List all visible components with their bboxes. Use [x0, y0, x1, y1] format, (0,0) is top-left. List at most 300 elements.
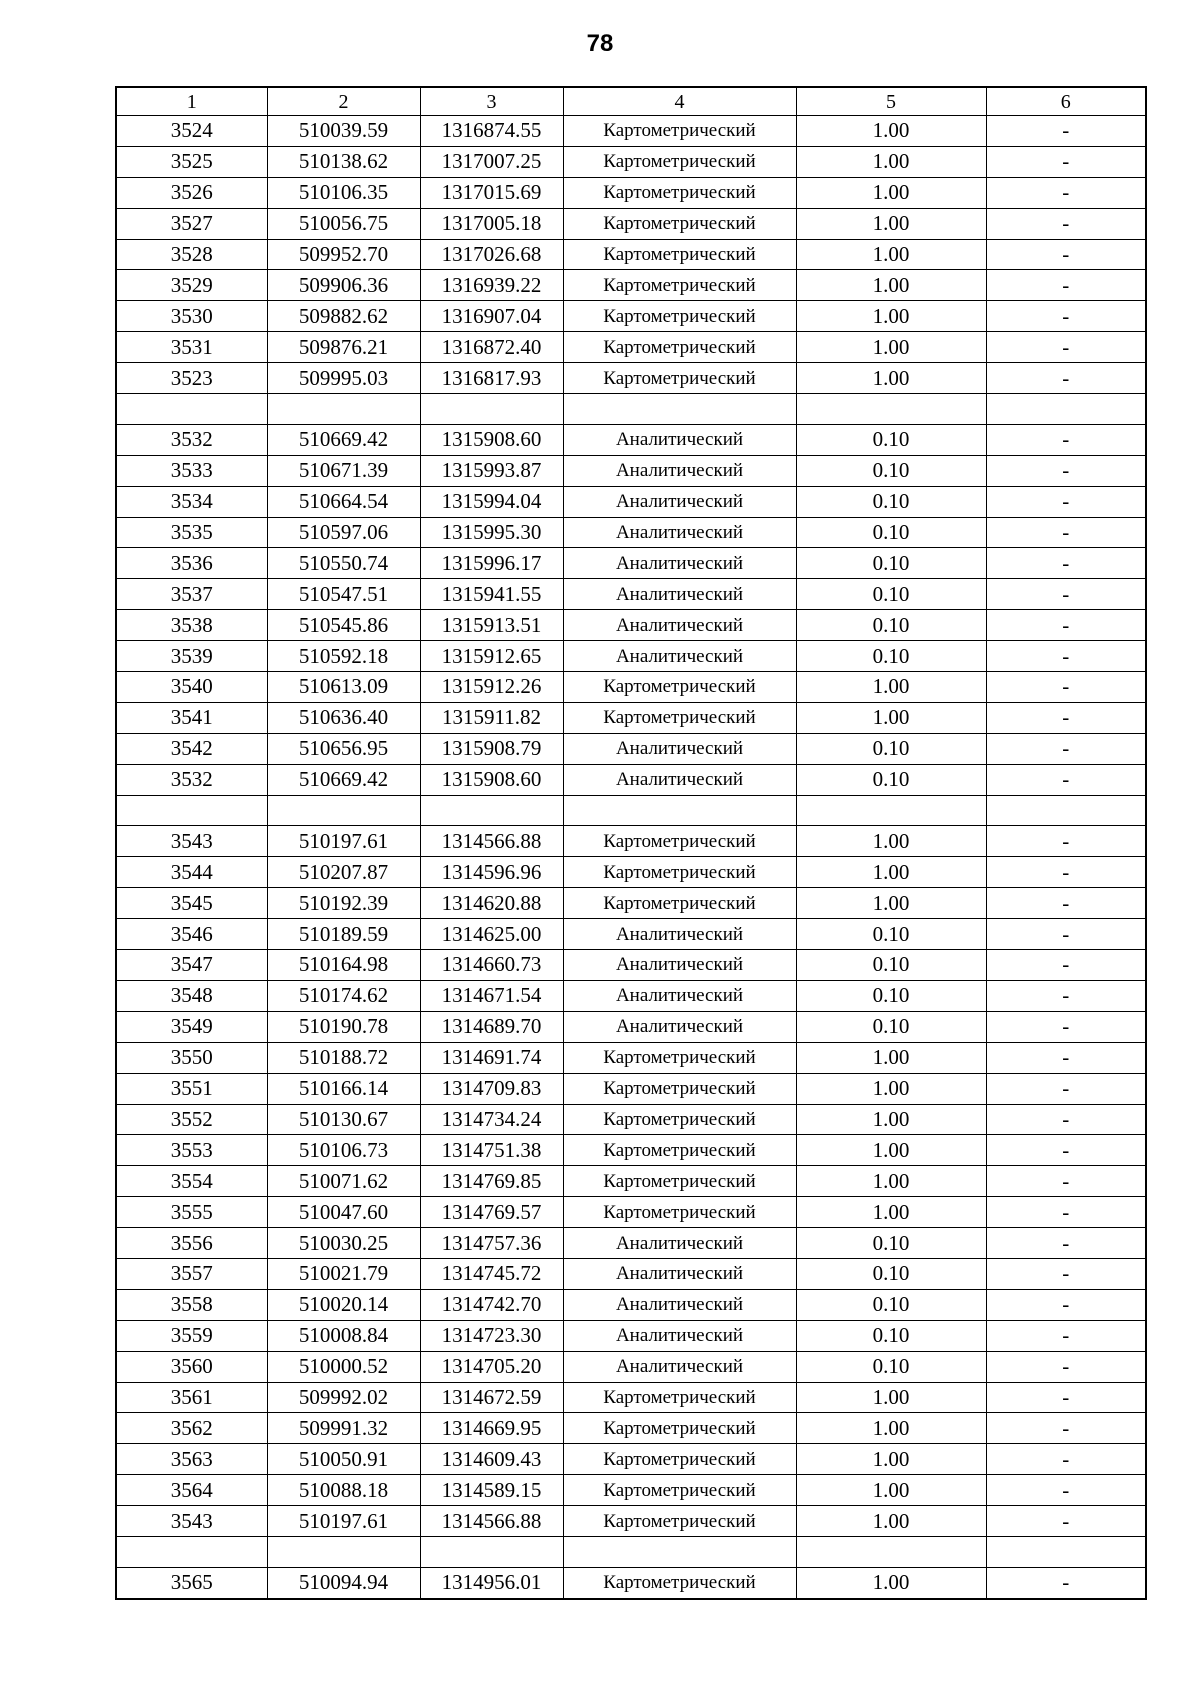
table-row — [116, 177, 1146, 208]
method-cell: Картометрический — [563, 888, 796, 919]
point-number-cell: 3543 — [116, 826, 267, 857]
note-cell: - — [986, 980, 1146, 1011]
point-number-cell: 3558 — [116, 1289, 267, 1320]
accuracy-cell: 1.00 — [796, 1073, 986, 1104]
accuracy-cell: 1.00 — [796, 208, 986, 239]
point-number-cell: 3529 — [116, 270, 267, 301]
y-coordinate-cell: 1316907.04 — [420, 301, 563, 332]
accuracy-cell: 1.00 — [796, 1104, 986, 1135]
accuracy-cell — [796, 795, 986, 826]
table-separator-row — [116, 795, 1146, 826]
table-row — [116, 888, 1146, 919]
y-coordinate-cell: 1315995.30 — [420, 517, 563, 548]
table-row — [116, 641, 1146, 672]
accuracy-cell: 0.10 — [796, 548, 986, 579]
point-number-cell — [116, 394, 267, 425]
y-coordinate-cell: 1314956.01 — [420, 1567, 563, 1598]
table-row — [116, 1104, 1146, 1135]
table-row — [116, 733, 1146, 764]
point-number-cell: 3527 — [116, 208, 267, 239]
method-cell: Аналитический — [563, 455, 796, 486]
method-cell: Картометрический — [563, 1444, 796, 1475]
y-coordinate-cell: 1314751.38 — [420, 1135, 563, 1166]
accuracy-cell: 0.10 — [796, 980, 986, 1011]
x-coordinate-cell: 509906.36 — [267, 270, 420, 301]
page-number: 78 — [586, 30, 614, 57]
y-coordinate-cell: 1316939.22 — [420, 270, 563, 301]
y-coordinate-cell: 1314625.00 — [420, 919, 563, 950]
point-number-cell: 3546 — [116, 919, 267, 950]
table-row — [116, 1320, 1146, 1351]
method-cell: Картометрический — [563, 1135, 796, 1166]
note-cell — [986, 795, 1146, 826]
accuracy-cell: 1.00 — [796, 1444, 986, 1475]
table-row — [116, 1567, 1146, 1598]
y-coordinate-cell: 1314596.96 — [420, 857, 563, 888]
note-cell: - — [986, 1475, 1146, 1506]
table-row — [116, 1289, 1146, 1320]
accuracy-cell: 1.00 — [796, 116, 986, 147]
method-cell: Картометрический — [563, 1166, 796, 1197]
point-number-cell: 3523 — [116, 363, 267, 394]
coordinates-table — [115, 86, 1147, 1600]
x-coordinate-cell: 510050.91 — [267, 1444, 420, 1475]
table-row — [116, 239, 1146, 270]
note-cell: - — [986, 733, 1146, 764]
y-coordinate-cell: 1315913.51 — [420, 610, 563, 641]
method-cell: Аналитический — [563, 641, 796, 672]
point-number-cell: 3542 — [116, 733, 267, 764]
note-cell: - — [986, 270, 1146, 301]
x-coordinate-cell: 509952.70 — [267, 239, 420, 270]
accuracy-cell: 1.00 — [796, 1197, 986, 1228]
note-cell: - — [986, 888, 1146, 919]
accuracy-cell: 0.10 — [796, 486, 986, 517]
table-row — [116, 208, 1146, 239]
accuracy-cell: 1.00 — [796, 1475, 986, 1506]
method-cell: Картометрический — [563, 1475, 796, 1506]
y-coordinate-cell: 1315908.60 — [420, 764, 563, 795]
x-coordinate-cell: 510597.06 — [267, 517, 420, 548]
y-coordinate-cell: 1314745.72 — [420, 1258, 563, 1289]
note-cell: - — [986, 455, 1146, 486]
table-row — [116, 332, 1146, 363]
method-cell: Аналитический — [563, 1011, 796, 1042]
accuracy-cell: 1.00 — [796, 1042, 986, 1073]
y-coordinate-cell: 1314734.24 — [420, 1104, 563, 1135]
y-coordinate-cell: 1314705.20 — [420, 1351, 563, 1382]
x-coordinate-cell: 510669.42 — [267, 424, 420, 455]
method-cell: Аналитический — [563, 919, 796, 950]
x-coordinate-cell: 510592.18 — [267, 641, 420, 672]
header-cell: 4 — [563, 87, 796, 116]
table-row — [116, 1042, 1146, 1073]
x-coordinate-cell: 510190.78 — [267, 1011, 420, 1042]
y-coordinate-cell: 1315912.65 — [420, 641, 563, 672]
x-coordinate-cell: 510664.54 — [267, 486, 420, 517]
note-cell: - — [986, 1228, 1146, 1259]
y-coordinate-cell: 1314672.59 — [420, 1382, 563, 1413]
method-cell: Картометрический — [563, 208, 796, 239]
accuracy-cell: 1.00 — [796, 270, 986, 301]
x-coordinate-cell: 510056.75 — [267, 208, 420, 239]
method-cell: Картометрический — [563, 301, 796, 332]
x-coordinate-cell: 510550.74 — [267, 548, 420, 579]
method-cell: Аналитический — [563, 1228, 796, 1259]
note-cell: - — [986, 548, 1146, 579]
point-number-cell: 3562 — [116, 1413, 267, 1444]
accuracy-cell: 1.00 — [796, 301, 986, 332]
y-coordinate-cell — [420, 795, 563, 826]
x-coordinate-cell: 510189.59 — [267, 919, 420, 950]
point-number-cell — [116, 1536, 267, 1567]
table-row — [116, 455, 1146, 486]
method-cell: Картометрический — [563, 857, 796, 888]
y-coordinate-cell: 1314589.15 — [420, 1475, 563, 1506]
method-cell: Аналитический — [563, 950, 796, 981]
method-cell: Картометрический — [563, 1382, 796, 1413]
point-number-cell: 3561 — [116, 1382, 267, 1413]
note-cell: - — [986, 424, 1146, 455]
method-cell: Картометрический — [563, 1567, 796, 1598]
x-coordinate-cell: 510094.94 — [267, 1567, 420, 1598]
y-coordinate-cell: 1316872.40 — [420, 332, 563, 363]
x-coordinate-cell: 510000.52 — [267, 1351, 420, 1382]
note-cell: - — [986, 1382, 1146, 1413]
accuracy-cell: 0.10 — [796, 733, 986, 764]
point-number-cell: 3535 — [116, 517, 267, 548]
method-cell: Аналитический — [563, 610, 796, 641]
method-cell: Картометрический — [563, 177, 796, 208]
table-row — [116, 363, 1146, 394]
accuracy-cell: 0.10 — [796, 764, 986, 795]
table-row — [116, 486, 1146, 517]
note-cell — [986, 1536, 1146, 1567]
table-row — [116, 1382, 1146, 1413]
point-number-cell: 3532 — [116, 764, 267, 795]
accuracy-cell: 1.00 — [796, 826, 986, 857]
y-coordinate-cell: 1317005.18 — [420, 208, 563, 239]
x-coordinate-cell: 510656.95 — [267, 733, 420, 764]
table-row — [116, 1506, 1146, 1537]
accuracy-cell: 1.00 — [796, 672, 986, 703]
point-number-cell: 3528 — [116, 239, 267, 270]
method-cell: Аналитический — [563, 1351, 796, 1382]
y-coordinate-cell — [420, 394, 563, 425]
y-coordinate-cell — [420, 1536, 563, 1567]
point-number-cell: 3563 — [116, 1444, 267, 1475]
x-coordinate-cell: 510130.67 — [267, 1104, 420, 1135]
y-coordinate-cell: 1314769.85 — [420, 1166, 563, 1197]
y-coordinate-cell: 1315911.82 — [420, 702, 563, 733]
note-cell: - — [986, 486, 1146, 517]
header-cell: 2 — [267, 87, 420, 116]
x-coordinate-cell: 510106.35 — [267, 177, 420, 208]
accuracy-cell: 1.00 — [796, 888, 986, 919]
accuracy-cell: 0.10 — [796, 950, 986, 981]
method-cell: Картометрический — [563, 826, 796, 857]
accuracy-cell: 0.10 — [796, 1228, 986, 1259]
table-row — [116, 1475, 1146, 1506]
table-row — [116, 1135, 1146, 1166]
x-coordinate-cell: 510164.98 — [267, 950, 420, 981]
note-cell: - — [986, 579, 1146, 610]
y-coordinate-cell: 1317007.25 — [420, 146, 563, 177]
y-coordinate-cell: 1315908.60 — [420, 424, 563, 455]
table-row — [116, 702, 1146, 733]
table-row — [116, 1351, 1146, 1382]
header-cell: 1 — [116, 87, 267, 116]
header-cell: 3 — [420, 87, 563, 116]
point-number-cell: 3552 — [116, 1104, 267, 1135]
method-cell: Аналитический — [563, 1320, 796, 1351]
table-header-row — [116, 87, 1146, 116]
table-row — [116, 1258, 1146, 1289]
x-coordinate-cell: 510547.51 — [267, 579, 420, 610]
table-row — [116, 610, 1146, 641]
note-cell: - — [986, 1351, 1146, 1382]
y-coordinate-cell: 1315908.79 — [420, 733, 563, 764]
y-coordinate-cell: 1314689.70 — [420, 1011, 563, 1042]
point-number-cell: 3565 — [116, 1567, 267, 1598]
x-coordinate-cell: 510671.39 — [267, 455, 420, 486]
note-cell: - — [986, 1320, 1146, 1351]
method-cell: Картометрический — [563, 270, 796, 301]
table-row — [116, 950, 1146, 981]
accuracy-cell: 1.00 — [796, 1506, 986, 1537]
method-cell: Аналитический — [563, 733, 796, 764]
point-number-cell: 3554 — [116, 1166, 267, 1197]
table-row — [116, 424, 1146, 455]
x-coordinate-cell: 509882.62 — [267, 301, 420, 332]
note-cell: - — [986, 1197, 1146, 1228]
point-number-cell: 3544 — [116, 857, 267, 888]
table-row — [116, 517, 1146, 548]
method-cell: Картометрический — [563, 239, 796, 270]
y-coordinate-cell: 1315994.04 — [420, 486, 563, 517]
note-cell: - — [986, 1289, 1146, 1320]
accuracy-cell: 0.10 — [796, 1351, 986, 1382]
accuracy-cell: 0.10 — [796, 579, 986, 610]
table-row — [116, 301, 1146, 332]
x-coordinate-cell: 509992.02 — [267, 1382, 420, 1413]
point-number-cell: 3534 — [116, 486, 267, 517]
table-row — [116, 1197, 1146, 1228]
note-cell: - — [986, 1258, 1146, 1289]
method-cell: Аналитический — [563, 486, 796, 517]
accuracy-cell: 0.10 — [796, 641, 986, 672]
method-cell: Картометрический — [563, 702, 796, 733]
note-cell — [986, 394, 1146, 425]
note-cell: - — [986, 672, 1146, 703]
x-coordinate-cell: 510669.42 — [267, 764, 420, 795]
table-row — [116, 1073, 1146, 1104]
accuracy-cell — [796, 394, 986, 425]
table-body — [116, 87, 1146, 1599]
x-coordinate-cell: 510020.14 — [267, 1289, 420, 1320]
table-row — [116, 1166, 1146, 1197]
note-cell: - — [986, 363, 1146, 394]
table-row — [116, 116, 1146, 147]
table-row — [116, 826, 1146, 857]
point-number-cell: 3549 — [116, 1011, 267, 1042]
point-number-cell: 3525 — [116, 146, 267, 177]
method-cell: Картометрический — [563, 1413, 796, 1444]
accuracy-cell: 1.00 — [796, 702, 986, 733]
x-coordinate-cell: 510174.62 — [267, 980, 420, 1011]
note-cell: - — [986, 1444, 1146, 1475]
note-cell: - — [986, 1506, 1146, 1537]
note-cell: - — [986, 1166, 1146, 1197]
accuracy-cell: 1.00 — [796, 1135, 986, 1166]
note-cell: - — [986, 332, 1146, 363]
x-coordinate-cell: 510039.59 — [267, 116, 420, 147]
x-coordinate-cell: 510138.62 — [267, 146, 420, 177]
method-cell — [563, 795, 796, 826]
point-number-cell: 3560 — [116, 1351, 267, 1382]
x-coordinate-cell: 510166.14 — [267, 1073, 420, 1104]
x-coordinate-cell: 510088.18 — [267, 1475, 420, 1506]
accuracy-cell: 1.00 — [796, 239, 986, 270]
method-cell: Аналитический — [563, 1289, 796, 1320]
y-coordinate-cell: 1315912.26 — [420, 672, 563, 703]
accuracy-cell: 1.00 — [796, 363, 986, 394]
x-coordinate-cell: 509876.21 — [267, 332, 420, 363]
point-number-cell: 3538 — [116, 610, 267, 641]
point-number-cell: 3553 — [116, 1135, 267, 1166]
method-cell: Аналитический — [563, 579, 796, 610]
note-cell: - — [986, 1073, 1146, 1104]
x-coordinate-cell: 510613.09 — [267, 672, 420, 703]
note-cell: - — [986, 857, 1146, 888]
point-number-cell: 3537 — [116, 579, 267, 610]
note-cell: - — [986, 1042, 1146, 1073]
accuracy-cell: 0.10 — [796, 610, 986, 641]
note-cell: - — [986, 1104, 1146, 1135]
x-coordinate-cell: 510021.79 — [267, 1258, 420, 1289]
accuracy-cell: 0.10 — [796, 1258, 986, 1289]
note-cell: - — [986, 764, 1146, 795]
accuracy-cell: 0.10 — [796, 919, 986, 950]
note-cell: - — [986, 919, 1146, 950]
accuracy-cell: 0.10 — [796, 1289, 986, 1320]
x-coordinate-cell: 510008.84 — [267, 1320, 420, 1351]
method-cell: Аналитический — [563, 548, 796, 579]
accuracy-cell: 0.10 — [796, 455, 986, 486]
x-coordinate-cell: 510047.60 — [267, 1197, 420, 1228]
point-number-cell: 3541 — [116, 702, 267, 733]
note-cell: - — [986, 301, 1146, 332]
header-cell: 5 — [796, 87, 986, 116]
table-row — [116, 857, 1146, 888]
accuracy-cell — [796, 1536, 986, 1567]
x-coordinate-cell: 509995.03 — [267, 363, 420, 394]
table-row — [116, 1413, 1146, 1444]
table-row — [116, 1444, 1146, 1475]
accuracy-cell: 0.10 — [796, 1320, 986, 1351]
y-coordinate-cell: 1315993.87 — [420, 455, 563, 486]
accuracy-cell: 1.00 — [796, 1567, 986, 1598]
point-number-cell: 3545 — [116, 888, 267, 919]
x-coordinate-cell: 510636.40 — [267, 702, 420, 733]
y-coordinate-cell: 1314769.57 — [420, 1197, 563, 1228]
x-coordinate-cell: 510207.87 — [267, 857, 420, 888]
note-cell: - — [986, 517, 1146, 548]
table-row — [116, 672, 1146, 703]
point-number-cell: 3556 — [116, 1228, 267, 1259]
y-coordinate-cell: 1314709.83 — [420, 1073, 563, 1104]
method-cell: Аналитический — [563, 980, 796, 1011]
point-number-cell: 3548 — [116, 980, 267, 1011]
table-separator-row — [116, 394, 1146, 425]
table-row — [116, 548, 1146, 579]
point-number-cell: 3555 — [116, 1197, 267, 1228]
x-coordinate-cell: 510071.62 — [267, 1166, 420, 1197]
point-number-cell: 3540 — [116, 672, 267, 703]
point-number-cell: 3557 — [116, 1258, 267, 1289]
point-number-cell: 3532 — [116, 424, 267, 455]
accuracy-cell: 0.10 — [796, 1011, 986, 1042]
method-cell: Картометрический — [563, 1506, 796, 1537]
point-number-cell: 3531 — [116, 332, 267, 363]
point-number-cell: 3543 — [116, 1506, 267, 1537]
method-cell: Картометрический — [563, 1104, 796, 1135]
method-cell: Аналитический — [563, 424, 796, 455]
y-coordinate-cell: 1314660.73 — [420, 950, 563, 981]
method-cell: Картометрический — [563, 1197, 796, 1228]
y-coordinate-cell: 1314691.74 — [420, 1042, 563, 1073]
method-cell — [563, 394, 796, 425]
table-row — [116, 579, 1146, 610]
table-row — [116, 1228, 1146, 1259]
note-cell: - — [986, 146, 1146, 177]
note-cell: - — [986, 610, 1146, 641]
y-coordinate-cell: 1316874.55 — [420, 116, 563, 147]
y-coordinate-cell: 1317026.68 — [420, 239, 563, 270]
y-coordinate-cell: 1315996.17 — [420, 548, 563, 579]
note-cell: - — [986, 826, 1146, 857]
x-coordinate-cell: 510197.61 — [267, 826, 420, 857]
note-cell: - — [986, 1413, 1146, 1444]
y-coordinate-cell: 1314757.36 — [420, 1228, 563, 1259]
point-number-cell: 3551 — [116, 1073, 267, 1104]
point-number-cell: 3524 — [116, 116, 267, 147]
y-coordinate-cell: 1314742.70 — [420, 1289, 563, 1320]
point-number-cell: 3536 — [116, 548, 267, 579]
point-number-cell: 3547 — [116, 950, 267, 981]
table-row — [116, 146, 1146, 177]
note-cell: - — [986, 641, 1146, 672]
accuracy-cell: 1.00 — [796, 332, 986, 363]
note-cell: - — [986, 208, 1146, 239]
x-coordinate-cell: 510197.61 — [267, 1506, 420, 1537]
method-cell: Картометрический — [563, 672, 796, 703]
table-row — [116, 980, 1146, 1011]
table-row — [116, 1011, 1146, 1042]
x-coordinate-cell: 510188.72 — [267, 1042, 420, 1073]
accuracy-cell: 1.00 — [796, 1382, 986, 1413]
accuracy-cell: 0.10 — [796, 424, 986, 455]
y-coordinate-cell: 1316817.93 — [420, 363, 563, 394]
note-cell: - — [986, 950, 1146, 981]
y-coordinate-cell: 1314620.88 — [420, 888, 563, 919]
header-cell: 6 — [986, 87, 1146, 116]
method-cell: Картометрический — [563, 146, 796, 177]
table-row — [116, 764, 1146, 795]
x-coordinate-cell: 509991.32 — [267, 1413, 420, 1444]
x-coordinate-cell: 510030.25 — [267, 1228, 420, 1259]
method-cell: Картометрический — [563, 363, 796, 394]
